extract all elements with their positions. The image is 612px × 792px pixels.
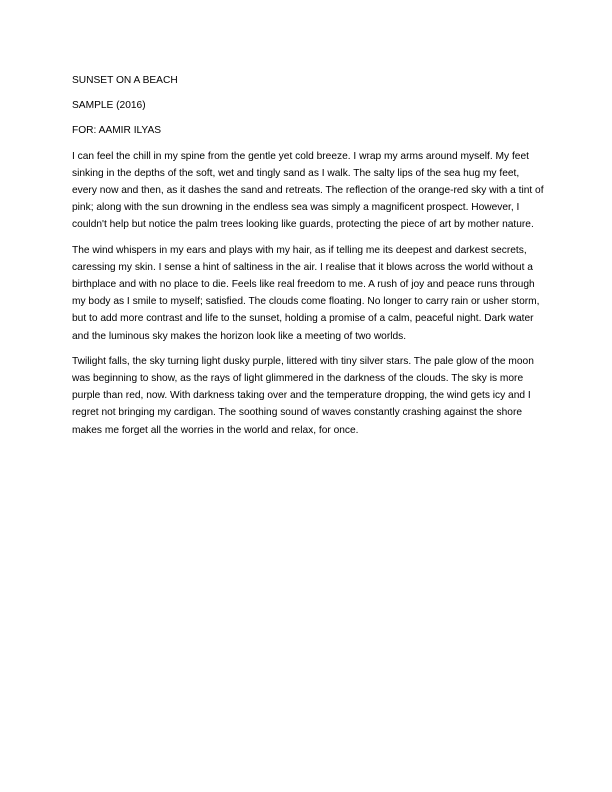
document-body [72, 72, 544, 447]
for-line: FOR: AAMIR ILYAS [72, 125, 162, 137]
document-title: SUNSET ON A BEACH [72, 75, 178, 86]
paragraph-1: I can feel the chill in my spine from the gentle yet cold breeze. I wrap my arms around myself. My feet sinking in the depths of the soft, wet and tingly sand as I walk. The salty lips of the sea hug my feet, every now and then, as it dashes the sand and retreats. The reflection of the orange-red sky with a tint of pink; along with the sun drowning in the endless sea was simply a magnificent prospect. However, I couldn't help but notice the palm trees looking like guards, protecting the piece of art by mother nature. [72, 150, 544, 231]
paragraph-2: The wind whispers in my ears and plays with my hair, as if telling me its deepest and darkest secrets, caressing my skin. I sense a hint of saltiness in the air. I realise that it blows across the world without a birthplace and with no place to die. Feels like real freedom to me. A rush of joy and peace runs through my body as I smile to myself; satisfied. The clouds come floating. No longer to carry rain or usher storm, but to add more contrast and life to the sunset, holding a promise of a calm, peaceful night. Dark water and the luminous sky makes the horizon look like a meeting of two worlds. [72, 244, 540, 342]
paragraph-3: Twilight falls, the sky turning light dusky purple, littered with tiny silver stars. The pale glow of the moon was beginning to show, as the rays of light glimmered in the darkness of the clouds. The sky is more purple than red, now. With darkness taking over and the temperature dropping, the wind gets icy and I regret not bringing my cardigan. The soothing sound of waves constantly crashing against the shore makes me forget all the worries in the world and relax, for once. [72, 355, 534, 436]
sample-line: SAMPLE (2016) [72, 100, 146, 112]
